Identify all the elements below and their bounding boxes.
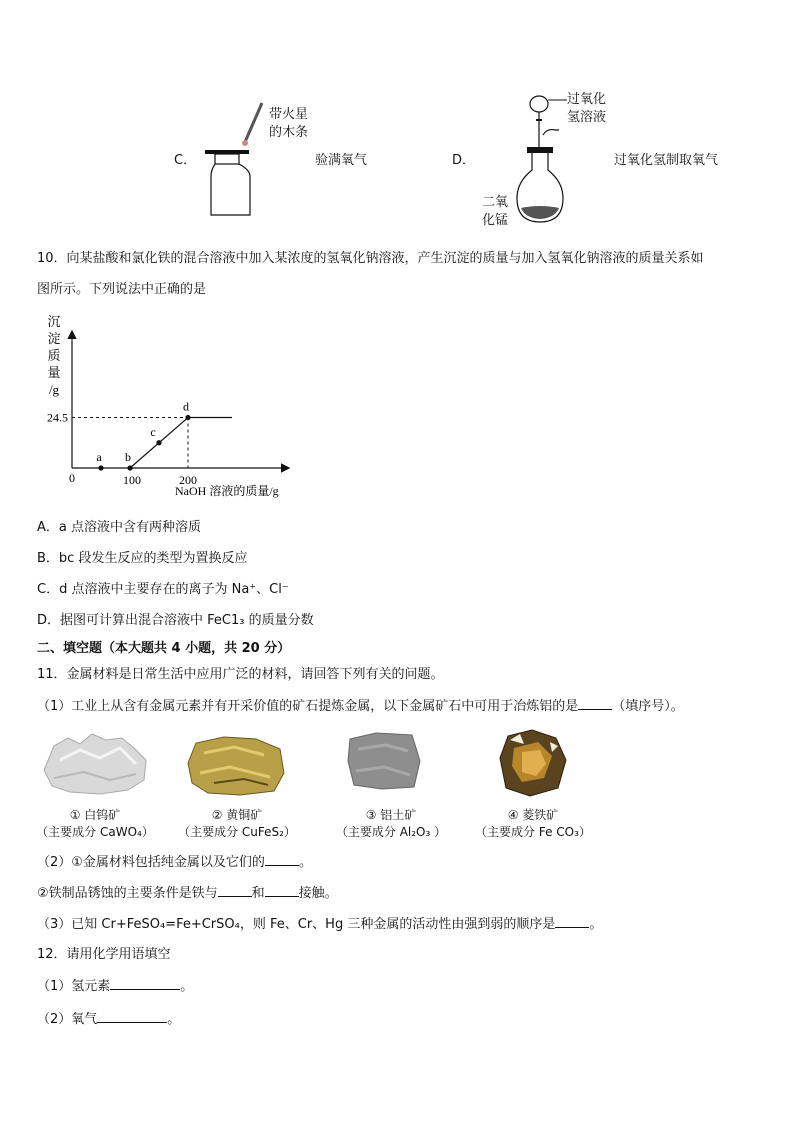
gas-bottle-illustration — [195, 98, 265, 220]
q11-stem: 11．金属材料是日常生活中应用广泛的材料，请回答下列有关的问题。 — [37, 667, 444, 682]
q12-part2-text: （2）氧气 — [37, 1012, 98, 1027]
mineral-caption-1 — [30, 806, 160, 840]
q12-part2 — [37, 1010, 180, 1029]
splint-label — [269, 106, 308, 142]
mineral-image-scheelite — [40, 730, 150, 798]
q12-part2-answer-blank[interactable] — [97, 1010, 167, 1023]
q11-part3-suffix: 。 — [589, 917, 603, 932]
y-axis-label — [47, 314, 60, 397]
x-tick-label-100: 100 — [123, 473, 141, 487]
q11-part2b-text: ②铁制品锈蚀的主要条件是铁与 — [37, 886, 218, 901]
y-axis-label-char: 沉 — [47, 314, 61, 329]
q12-part1-answer-blank[interactable] — [110, 977, 180, 990]
mineral-image-siderite — [494, 728, 570, 798]
y-tick-label-24-5: 24.5 — [47, 410, 68, 425]
mineral-caption-4 — [468, 806, 598, 840]
q11-part3 — [37, 915, 602, 934]
mineral-caption-2 — [172, 806, 302, 840]
q11-part1-text: （1）工业上从含有金属元素并有开采价值的矿石提炼金属，以下金属矿石中可用于冶炼铝的是 — [37, 699, 579, 714]
q11-part2a-answer-blank[interactable] — [265, 853, 299, 866]
q11-part2b-suffix: 接触。 — [298, 886, 338, 901]
q11-part2b-answer-blank-2[interactable] — [265, 884, 299, 897]
splint-label-line2: 的木条 — [269, 125, 309, 140]
option-d-desc: 过氧化氢制取氧气 — [614, 153, 719, 168]
q11-part1 — [37, 697, 684, 716]
splint-label-line1: 带火星 — [269, 107, 309, 122]
q12-part1 — [37, 977, 193, 996]
q10-option-c: C．d 点溶液中主要存在的离子为 Na⁺、Cl⁻ — [37, 582, 289, 597]
mineral-3-formula: （主要成分 Al₂O₃ ） — [335, 825, 447, 839]
section-2-heading: 二、填空题（本大题共 4 小题，共 20 分） — [37, 641, 291, 656]
q12-part1-suffix: 。 — [180, 979, 194, 994]
origin-label: 0 — [69, 471, 75, 485]
mno2-label-line2: 化锰 — [482, 213, 509, 228]
option-c-letter: C． — [174, 153, 197, 168]
mno2-label — [482, 194, 508, 230]
funnel-label — [567, 91, 606, 127]
mineral-image-chalcopyrite — [184, 733, 288, 799]
option-d-letter: D． — [452, 153, 476, 168]
mno2-label-line1: 二氧 — [482, 195, 509, 210]
mineral-4-formula: （主要成分 Fe CO₃） — [475, 825, 591, 839]
option-c-desc: 验满氧气 — [315, 153, 368, 168]
q11-part2b-answer-blank-1[interactable] — [218, 884, 252, 897]
data-point-a — [98, 465, 103, 470]
mineral-1-formula: （主要成分 CaWO₄） — [36, 825, 154, 839]
mineral-1-name: ① 白钨矿 — [69, 808, 121, 822]
x-tick-label-200: 200 — [179, 473, 197, 487]
data-point-b — [127, 465, 132, 470]
data-point-label-a: a — [96, 450, 102, 464]
q10-option-b: B．bc 段发生反应的类型为置换反应 — [37, 551, 248, 566]
funnel-label-line2: 氢溶液 — [567, 110, 607, 125]
precipitate-chart — [30, 310, 320, 510]
mineral-2-name: ② 黄铜矿 — [211, 808, 263, 822]
funnel-label-line1: 过氧化 — [567, 92, 607, 107]
q10-stem-line1: 10．向某盐酸和氯化铁的混合溶液中加入某浓度的氢氧化钠溶液，产生沉淀的质量与加入氢氧化钠溶液的质量关系如 — [37, 251, 704, 266]
q11-part3-text: （3）已知 Cr+FeSO₄=Fe+CrSO₄，则 Fe、Cr、Hg 三种金属的活动性由强到弱的顺序是 — [37, 917, 556, 932]
data-point-label-b: b — [125, 450, 131, 464]
data-point-label-d: d — [183, 399, 189, 414]
q11-part2a — [37, 853, 312, 872]
data-point-d — [185, 415, 190, 420]
q10-option-d: D．据图可计算出混合溶液中 FeC1₃ 的质量分数 — [37, 613, 314, 628]
data-point-label-c: c — [150, 424, 156, 439]
mineral-2-formula: （主要成分 CuFeS₂） — [178, 825, 296, 839]
q11-part2b-mid: 和 — [251, 886, 265, 901]
q12-part1-text: （1）氢元素 — [37, 979, 111, 994]
q11-part3-answer-blank[interactable] — [555, 915, 589, 928]
q11-part2a-text: （2）①金属材料包括纯金属以及它们的 — [37, 855, 265, 870]
y-axis-label-char: 质 — [47, 348, 61, 363]
q10-option-a: A．a 点溶液中含有两种溶质 — [37, 520, 201, 535]
data-point-c — [156, 440, 161, 445]
y-axis-label-char: /g — [48, 382, 60, 397]
mineral-4-name: ④ 菱铁矿 — [507, 808, 559, 822]
y-axis-label-char: 量 — [47, 365, 61, 380]
q11-part1-answer-blank[interactable] — [578, 697, 612, 710]
q10-stem-line2: 图所示。下列说法中正确的是 — [37, 282, 207, 297]
mineral-3-name: ③ 铝土矿 — [365, 808, 417, 822]
y-axis-label-char: 淀 — [47, 331, 61, 346]
q11-part2b — [37, 884, 338, 903]
q11-part2a-suffix: 。 — [298, 855, 312, 870]
q12-stem: 12．请用化学用语填空 — [37, 947, 171, 962]
q12-part2-suffix: 。 — [167, 1012, 181, 1027]
x-axis-label: NaOH 溶液的质量/g — [175, 484, 279, 498]
q11-part1-suffix: （填序号）。 — [612, 699, 684, 714]
mineral-caption-3 — [326, 806, 456, 840]
mineral-image-bauxite — [346, 731, 422, 791]
